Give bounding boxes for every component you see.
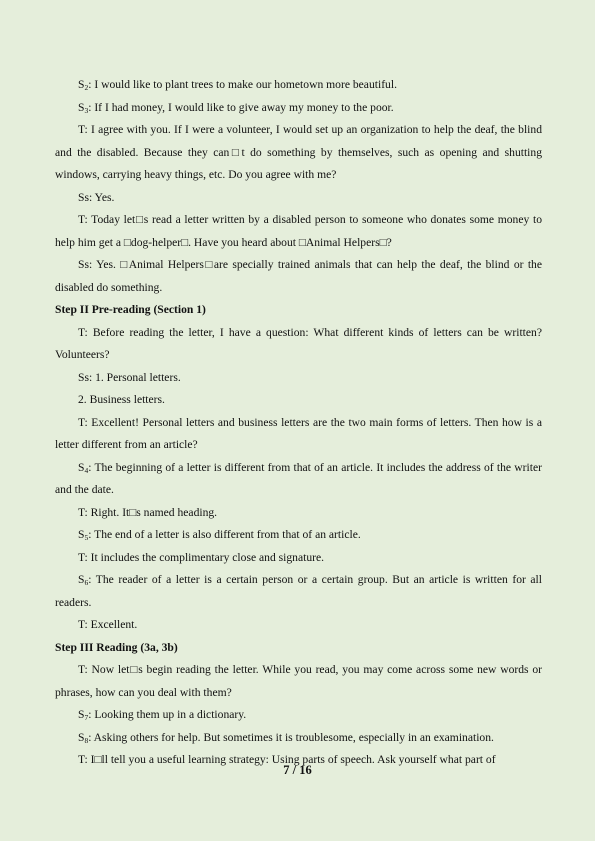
speaker-label: S bbox=[78, 730, 85, 744]
speaker-subscript: 8 bbox=[84, 735, 89, 745]
document-body bbox=[55, 74, 542, 772]
paragraph-text: T: Excellent. bbox=[78, 618, 138, 631]
paragraph bbox=[55, 457, 542, 502]
speaker-subscript: 7 bbox=[84, 713, 89, 722]
section-heading: Step III Reading (3a, 3b) bbox=[55, 640, 178, 654]
speaker-subscript: 5 bbox=[84, 533, 89, 542]
paragraph-text: T: It includes the complimentary close and signature. bbox=[78, 550, 325, 564]
speaker-label: S bbox=[78, 708, 85, 721]
paragraph-text: T: Excellent! Personal letters and business letters are the two main forms of letters. Then how is a letter different from an article? bbox=[55, 415, 542, 451]
paragraph bbox=[55, 119, 542, 187]
paragraph bbox=[55, 187, 542, 210]
paragraph bbox=[55, 727, 542, 750]
speaker-label: S bbox=[78, 528, 85, 541]
speaker-label: S bbox=[78, 100, 85, 114]
page-number: 7 / 16 bbox=[283, 763, 312, 777]
paragraph bbox=[55, 704, 542, 727]
paragraph-text: : I would like to plant trees to make our hometown more beautiful. bbox=[88, 78, 397, 91]
speaker-subscript: 4 bbox=[84, 465, 89, 475]
paragraph-text: 2. Business letters. bbox=[78, 393, 165, 406]
paragraph bbox=[55, 614, 542, 637]
paragraph bbox=[55, 524, 542, 547]
paragraph bbox=[55, 659, 542, 704]
paragraph-text: : Looking them up in a dictionary. bbox=[88, 708, 247, 721]
paragraph bbox=[55, 502, 542, 525]
speaker-subscript: 3 bbox=[84, 105, 89, 115]
speaker-label: S bbox=[78, 78, 85, 91]
paragraph-text: T: Before reading the letter, I have a question: What different kinds of letters can be written? Volunteers? bbox=[55, 325, 542, 361]
speaker-subscript: 2 bbox=[84, 83, 89, 92]
section-heading: Step II Pre-reading (Section 1) bbox=[55, 303, 206, 316]
paragraph-text: Ss: Yes. bbox=[78, 190, 115, 204]
paragraph-text: Ss: 1. Personal letters. bbox=[78, 370, 181, 384]
paragraph-text: : The end of a letter is also different from that of an article. bbox=[88, 528, 361, 541]
paragraph bbox=[55, 322, 542, 367]
paragraph-text: : The reader of a letter is a certain person or a certain group. But an article is written for all readers. bbox=[55, 573, 542, 609]
paragraph-text: T: Today let□s read a letter written by a disabled person to someone who donates some money to help him get a □dog-helper□. Have you heard about □Animal Helpers□? bbox=[55, 213, 542, 249]
speaker-subscript: 6 bbox=[84, 578, 89, 587]
paragraph bbox=[55, 547, 542, 570]
paragraph bbox=[55, 209, 542, 254]
paragraph bbox=[55, 254, 542, 299]
paragraph bbox=[55, 367, 542, 390]
paragraph-text: T: Right. It□s named heading. bbox=[78, 505, 218, 519]
paragraph bbox=[55, 97, 542, 120]
paragraph bbox=[55, 74, 542, 97]
speaker-label: S bbox=[78, 573, 85, 586]
paragraph-text: Ss: Yes. □Animal Helpers□are specially trained animals that can help the deaf, the blind or the disabled do something. bbox=[55, 258, 542, 294]
paragraph-text: T: I agree with you. If I were a volunteer, I would set up an organization to help the deaf, the blind and the disabled. Because they can□t do something by themselves, such as opening and shutting windows, carrying heavy things, etc. Do you agree with me? bbox=[55, 123, 542, 181]
paragraph bbox=[55, 389, 542, 412]
paragraph bbox=[55, 569, 542, 614]
paragraph-text: T: Now let□s begin reading the letter. While you read, you may come across some new words or phrases, how can you deal with them? bbox=[55, 663, 542, 699]
paragraph-text: : The beginning of a letter is different from that of an article. It includes the address of the writer and the date. bbox=[55, 460, 542, 496]
paragraph-text: T: I□ll tell you a useful learning strategy: Using parts of speech. Ask yourself what part of bbox=[78, 753, 496, 766]
speaker-label: S bbox=[78, 460, 85, 474]
paragraph-text: : If I had money, I would like to give away my money to the poor. bbox=[88, 100, 394, 114]
paragraph-text: : Asking others for help. But sometimes it is troublesome, especially in an examination. bbox=[88, 730, 494, 744]
paragraph bbox=[55, 412, 542, 457]
